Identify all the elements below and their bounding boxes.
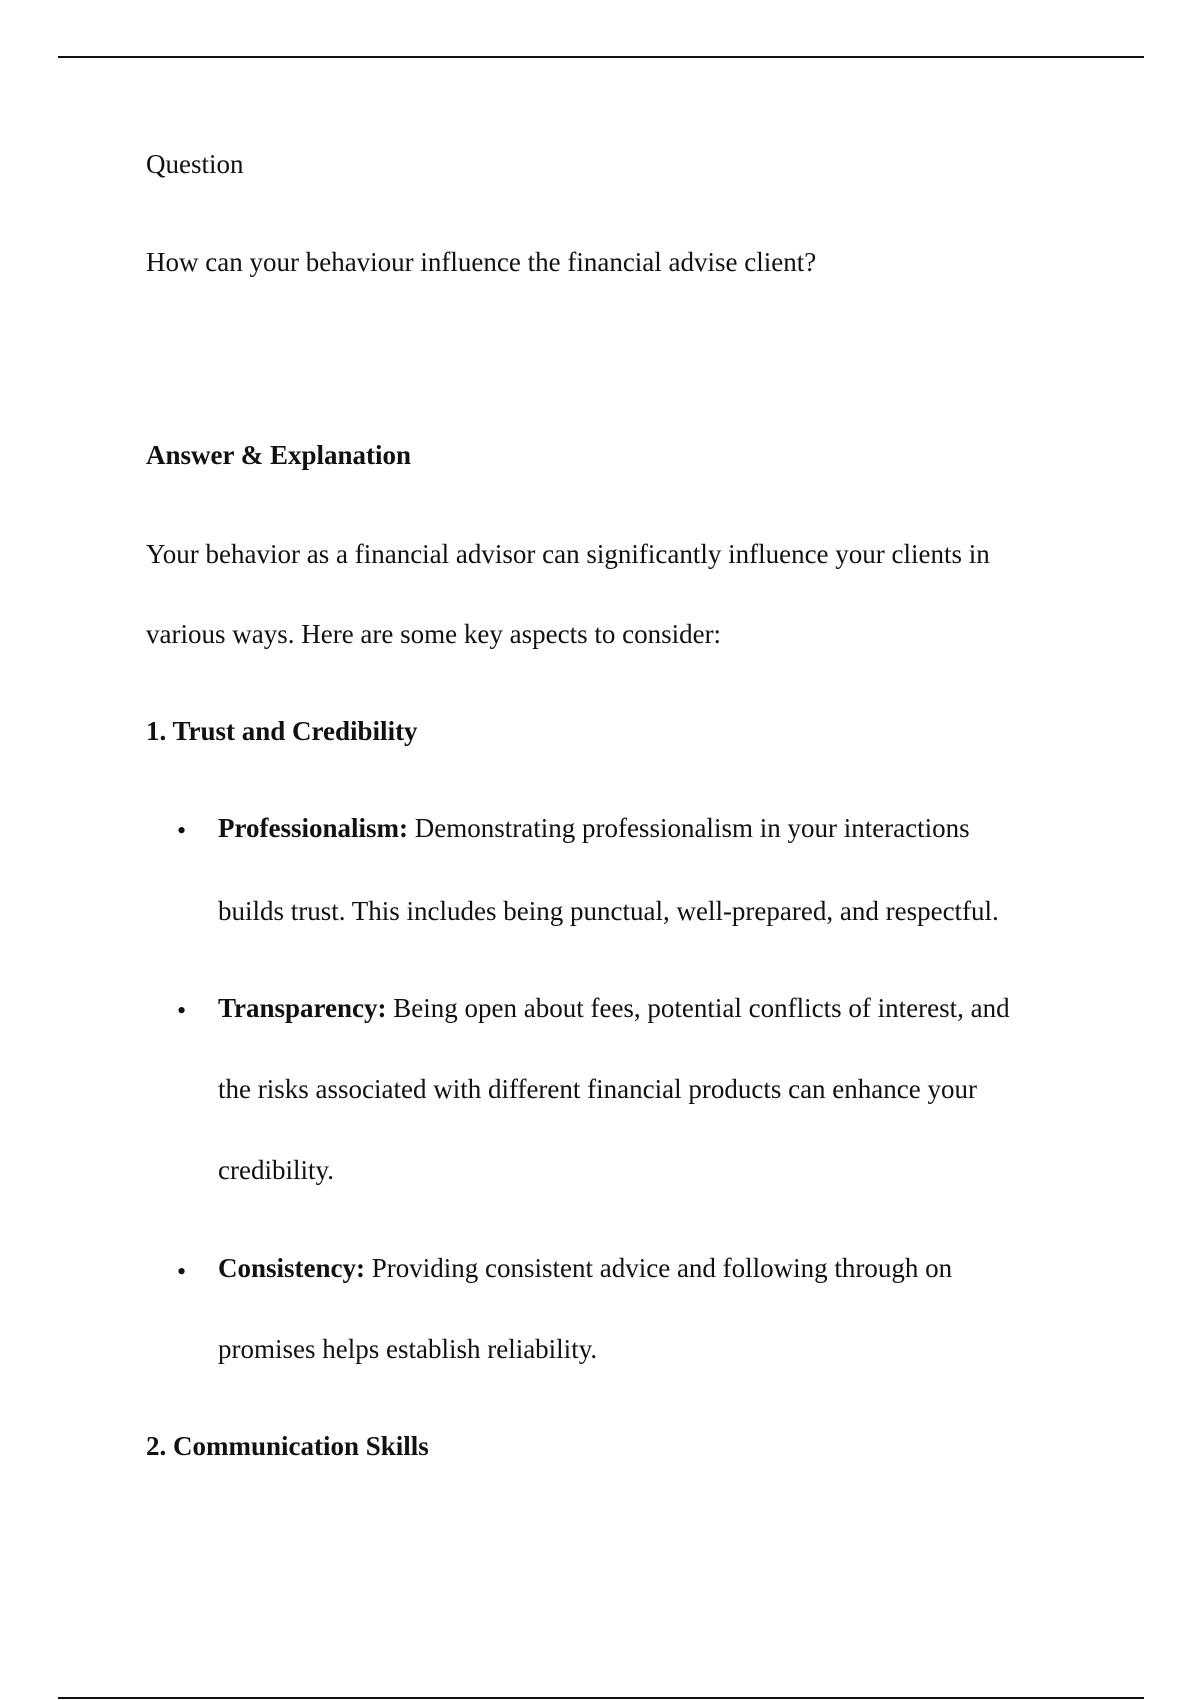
footer-rule — [58, 1697, 1144, 1699]
answer-heading: Answer & Explanation — [146, 440, 412, 470]
bullet-professionalism-line-2: builds trust. This includes being punctual, well-prepared, and respectful. — [218, 896, 999, 926]
intro-line-2: various ways. Here are some key aspects to consider: — [146, 619, 722, 649]
intro-line-1: Your behavior as a financial advisor can significantly influence your clients in — [146, 539, 990, 569]
bullet-term: Professionalism: — [218, 813, 408, 843]
bullet-marker: • — [177, 816, 187, 845]
question-label: Question — [146, 149, 244, 179]
bullet-consistency-line-1 — [218, 1252, 952, 1284]
bullet-marker: • — [177, 1257, 187, 1286]
question-text: How can your behaviour influence the financial advise client? — [146, 247, 817, 277]
section-heading-communication: 2. Communication Skills — [146, 1431, 429, 1461]
header-rule — [58, 56, 1144, 58]
bullet-marker: • — [177, 996, 187, 1025]
bullet-professionalism-line-1 — [218, 812, 970, 844]
bullet-transparency-line-1 — [218, 992, 1010, 1024]
bullet-text: Demonstrating professionalism in your interactions — [414, 813, 970, 843]
bullet-transparency-line-3: credibility. — [218, 1155, 334, 1185]
bullet-text: Being open about fees, potential conflicts of interest, and — [393, 993, 1010, 1023]
bullet-transparency-line-2: the risks associated with different financial products can enhance your — [218, 1074, 977, 1104]
bullet-term: Consistency: — [218, 1253, 365, 1283]
bullet-term: Transparency: — [218, 993, 387, 1023]
bullet-consistency-line-2: promises helps establish reliability. — [218, 1334, 598, 1364]
section-heading-trust: 1. Trust and Credibility — [146, 716, 418, 746]
bullet-text: Providing consistent advice and following through on — [371, 1253, 953, 1283]
